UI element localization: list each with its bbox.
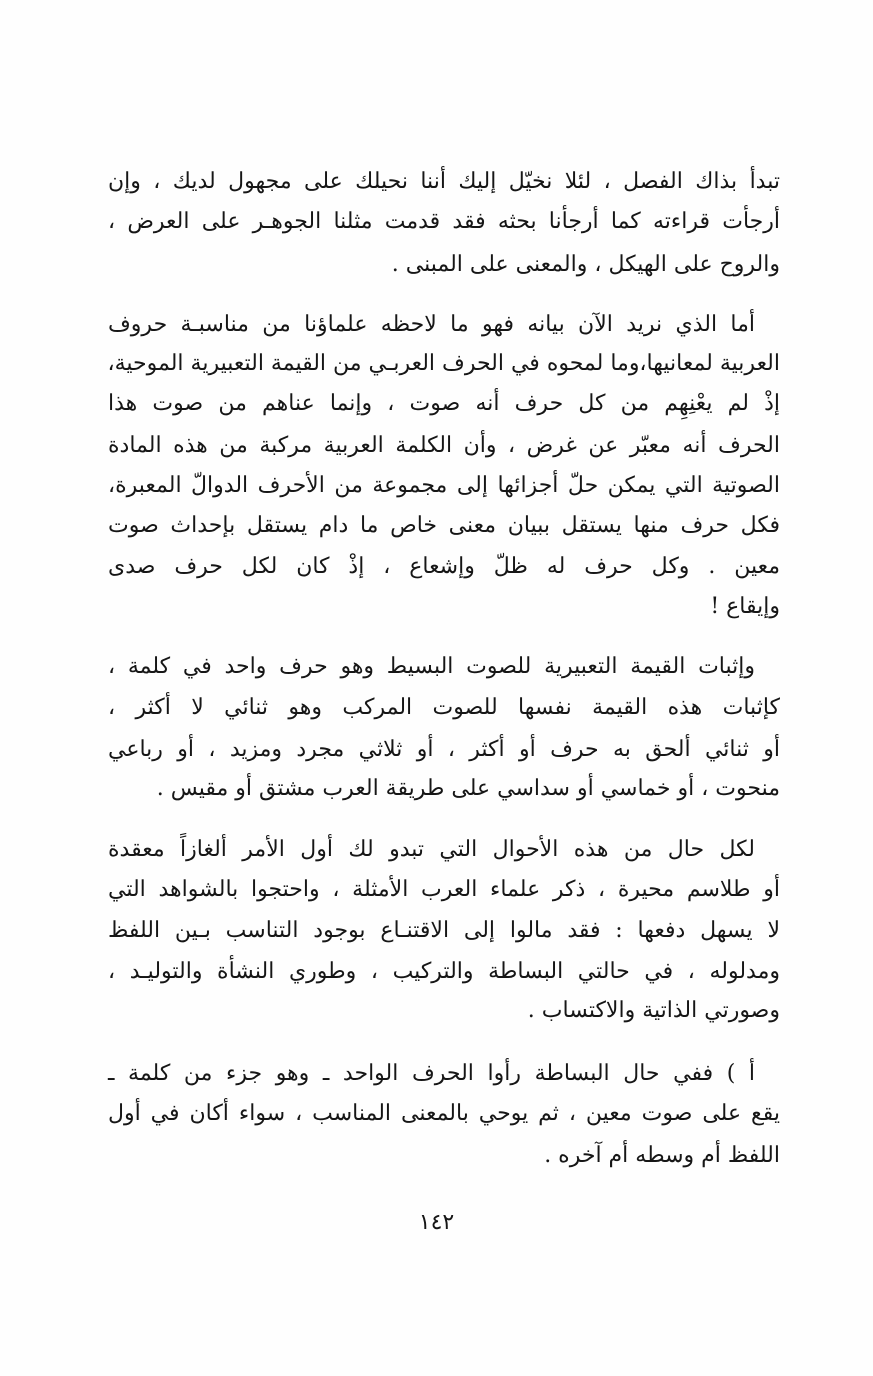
paragraph-3-line-1: وإثبات القيمة التعبيرية للصوت البسيط وهو حرف واحد في كلمة ، — [108, 654, 755, 679]
paragraph-1-line-3: والروح على الهيكل ، والمعنى على المبنى . — [391, 252, 780, 277]
paragraph-2-line-3: إذْ لم يعْنِهِم من كل حرف أنه صوت ، وإنما عناهم من صوت هذا — [108, 391, 780, 416]
paragraph-2-line-1: أما الذي نريد الآن بيانه فهو ما لاحظه علماؤنا من مناسبـة حروف — [108, 312, 755, 337]
paragraph-5-line-2: يقع على صوت معين ، ثم يوحي بالمعنى المناسب ، سواء أكان في أول — [108, 1101, 780, 1126]
paragraph-1-line-1: تبدأ بذاك الفصل ، لئلا نخيّل إليك أننا نحيلك على مجهول لديك ، وإن — [108, 169, 780, 194]
paragraph-3-line-3: أو ثنائي ألحق به حرف أو أكثر ، أو ثلاثي مجرد ومزيد ، أو رباعي — [108, 737, 780, 762]
paragraph-4-line-4: ومدلوله ، في حالتي البساطة والتركيب ، وطوري النشأة والتوليـد ، — [108, 959, 780, 984]
paragraph-4-line-1: لكل حال من هذه الأحوال التي تبدو لك أول الأمر ألغازاً معقدة — [108, 837, 755, 862]
paragraph-2-line-2: العربية لمعانيها،وما لمحوه في الحرف العربـي من القيمة التعبيرية الموحية، — [107, 351, 780, 376]
paragraph-2-line-5: الصوتية التي يمكن حلّ أجزائها إلى مجموعة من الأحرف الدوالّ المعبرة، — [108, 473, 780, 498]
paragraph-2-line-7: معين . وكل حرف له ظلّ وإشعاع ، إذْ كان لكل حرف صدى — [108, 554, 780, 579]
paragraph-5-line-1: أ ) ففي حال البساطة رأوا الحرف الواحد ـ وهو جزء من كلمة ـ — [108, 1061, 755, 1086]
paragraph-4-line-5: وصورتي الذاتية والاكتساب . — [527, 998, 780, 1023]
paragraph-1-line-2: أرجأت قراءته كما أرجأنا بحثه فقد قدمت مثلنا الجوهـر على العرض ، — [108, 209, 780, 234]
paragraph-4-line-2: أو طلاسم محيرة ، ذكر علماء العرب الأمثلة ، واحتجوا بالشواهد التي — [108, 877, 780, 902]
paragraph-3-line-4: منحوت ، أو خماسي أو سداسي على طريقة العرب مشتق أو مقيس . — [156, 776, 780, 801]
page-number: ١٤٢ — [418, 1210, 455, 1235]
paragraph-2-line-8: وإيقاع ! — [710, 594, 780, 619]
paragraph-4-line-3: لا يسهل دفعها : فقد مالوا إلى الاقتنـاع بوجود التناسب بـين اللفظ — [108, 918, 780, 943]
paragraph-2-line-4: الحرف أنه معبّر عن غرض ، وأن الكلمة العربية مركبة من هذه المادة — [108, 433, 780, 458]
paragraph-2-line-6: فكل حرف منها يستقل ببيان معنى خاص ما دام يستقل بإحداث صوت — [108, 513, 780, 538]
paragraph-5-line-3: اللفظ أم وسطه أم آخره . — [544, 1143, 780, 1168]
paragraph-3-line-2: كإثبات هذه القيمة نفسها للصوت المركب وهو ثنائي لا أكثر ، — [108, 695, 780, 720]
